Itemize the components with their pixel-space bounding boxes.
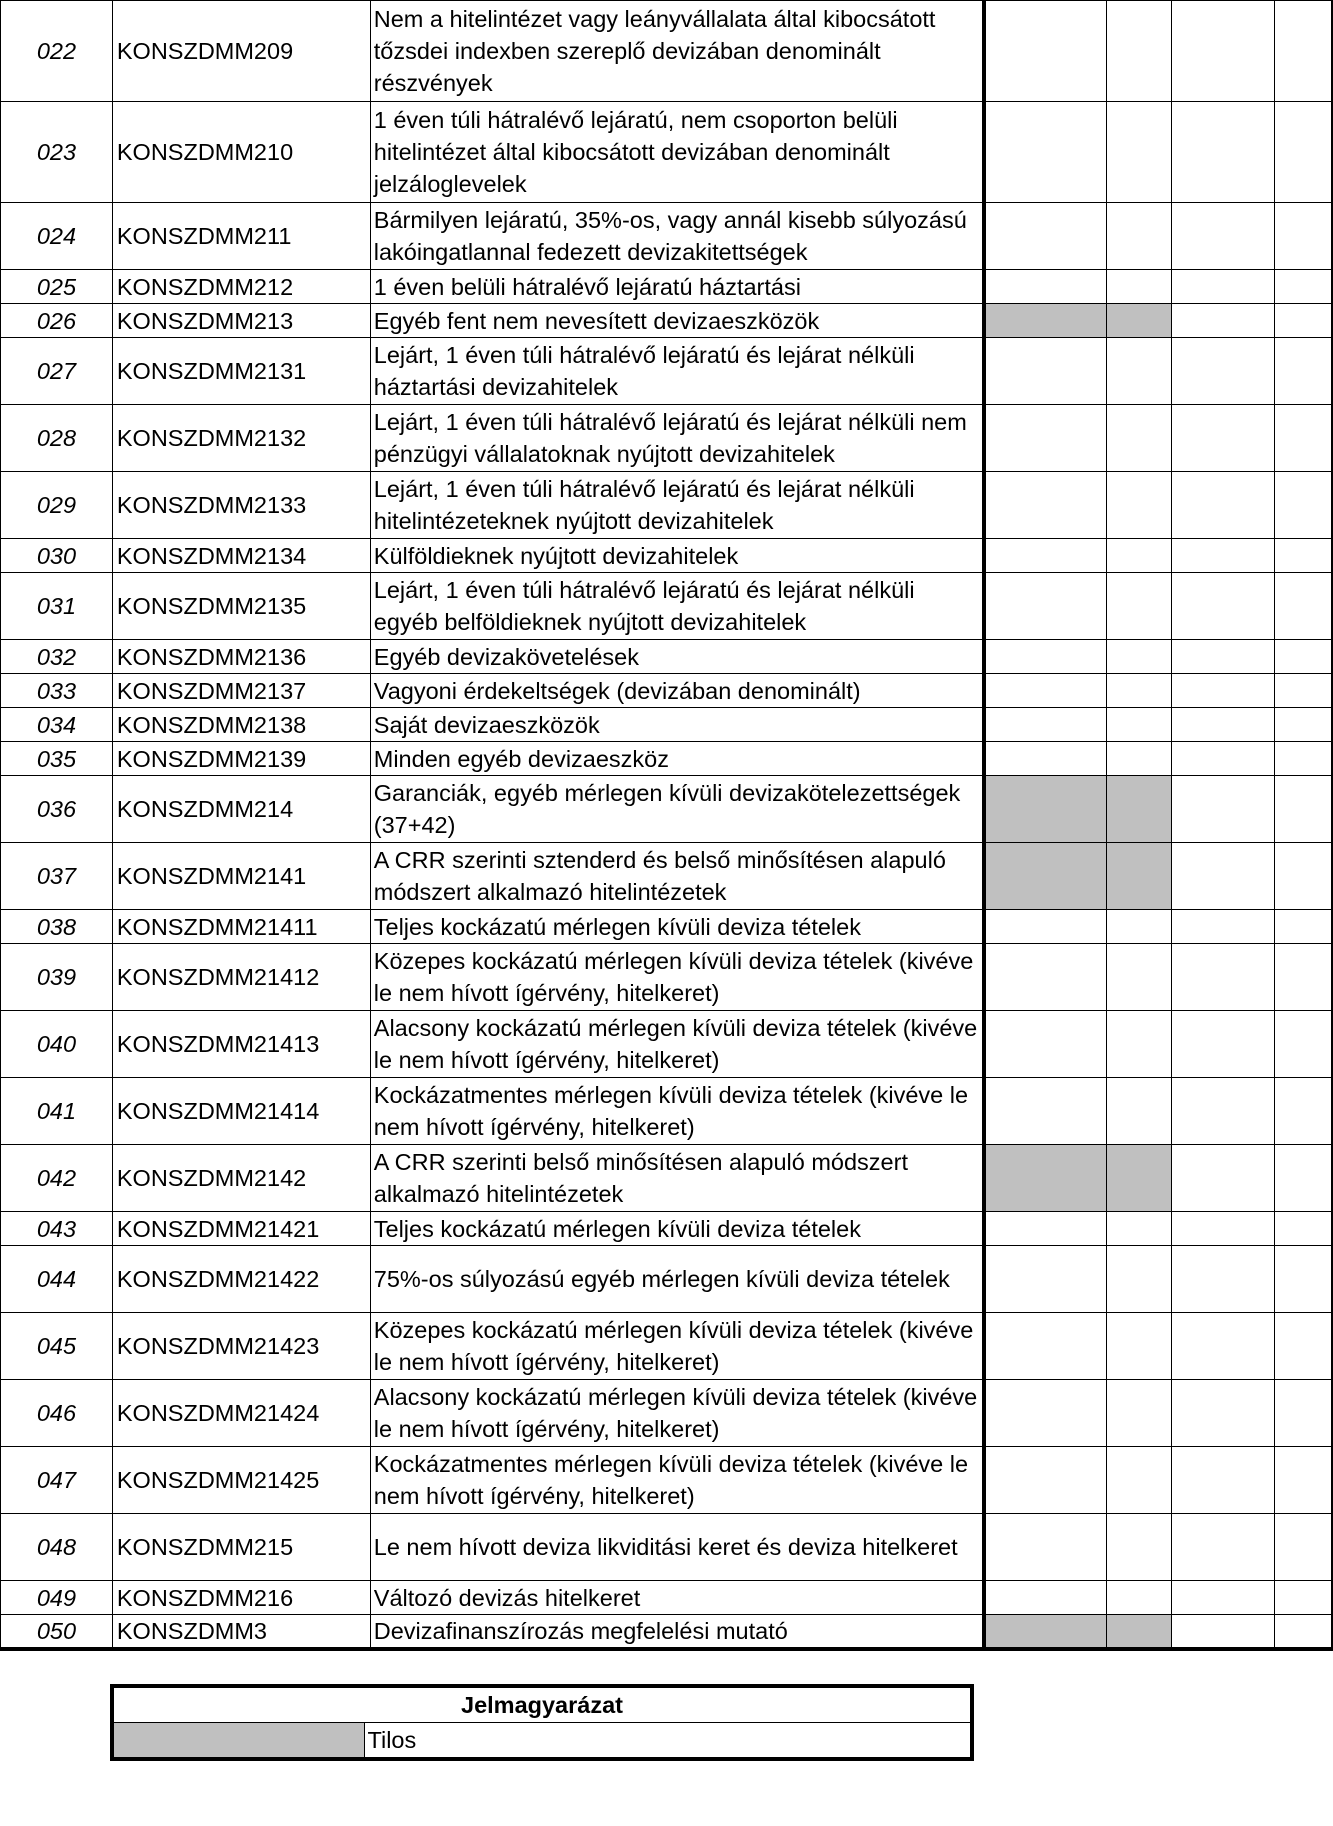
value-cell: [1274, 405, 1332, 472]
row-number: 037: [1, 843, 113, 910]
row-number: 035: [1, 742, 113, 776]
row-code: KONSZDMM212: [112, 270, 370, 304]
table-row: [1, 1145, 1333, 1212]
value-cell: [1171, 539, 1274, 573]
value-cell: [1106, 944, 1171, 1011]
shaded-value-cell: [984, 776, 1107, 843]
table-row: [1, 640, 1333, 674]
row-number: 049: [1, 1581, 113, 1615]
value-cell: [984, 640, 1107, 674]
value-cell: [1106, 910, 1171, 944]
row-number: 031: [1, 573, 113, 640]
value-cell: [1171, 304, 1274, 338]
value-cell: [1106, 1, 1171, 102]
row-number: 029: [1, 472, 113, 539]
value-cell: [1274, 1581, 1332, 1615]
row-description: Alacsony kockázatú mérlegen kívüli deviza tételek (kivéve le nem hívott ígérvény, hitelkeret): [370, 1011, 983, 1078]
value-cell: [984, 1313, 1107, 1380]
value-cell: [1274, 338, 1332, 405]
value-cell: [1171, 573, 1274, 640]
row-code: KONSZDMM2133: [112, 472, 370, 539]
value-cell: [1274, 1514, 1332, 1581]
row-code: KONSZDMM3: [112, 1615, 370, 1650]
row-description: Saját devizaeszközök: [370, 708, 983, 742]
row-description: Lejárt, 1 éven túli hátralévő lejáratú és lejárat nélküli hitelintézeteknek nyújtott devizahitelek: [370, 472, 983, 539]
row-number: 022: [1, 1, 113, 102]
row-code: KONSZDMM209: [112, 1, 370, 102]
table-row: [1, 304, 1333, 338]
value-cell: [1171, 944, 1274, 1011]
value-cell: [984, 674, 1107, 708]
value-cell: [1106, 1514, 1171, 1581]
value-cell: [1274, 640, 1332, 674]
value-cell: [1171, 640, 1274, 674]
value-cell: [1106, 674, 1171, 708]
table-row: [1, 472, 1333, 539]
value-cell: [1171, 102, 1274, 203]
table-row: [1, 674, 1333, 708]
row-code: KONSZDMM214: [112, 776, 370, 843]
value-cell: [1171, 776, 1274, 843]
shaded-value-cell: [1106, 843, 1171, 910]
value-cell: [1274, 539, 1332, 573]
row-description: Alacsony kockázatú mérlegen kívüli deviza tételek (kivéve le nem hívott ígérvény, hitelkeret): [370, 1380, 983, 1447]
value-cell: [984, 472, 1107, 539]
row-number: 045: [1, 1313, 113, 1380]
value-cell: [1274, 102, 1332, 203]
row-description: Le nem hívott deviza likviditási keret és deviza hitelkeret: [370, 1514, 983, 1581]
row-number: 025: [1, 270, 113, 304]
row-code: KONSZDMM2132: [112, 405, 370, 472]
table-row: [1, 203, 1333, 270]
value-cell: [1274, 944, 1332, 1011]
row-code: KONSZDMM2135: [112, 573, 370, 640]
value-cell: [984, 1581, 1107, 1615]
row-code: KONSZDMM2131: [112, 338, 370, 405]
value-cell: [1274, 1246, 1332, 1313]
row-number: 027: [1, 338, 113, 405]
row-number: 026: [1, 304, 113, 338]
value-cell: [1106, 1380, 1171, 1447]
value-cell: [1171, 338, 1274, 405]
value-cell: [1106, 742, 1171, 776]
row-number: 028: [1, 405, 113, 472]
value-cell: [984, 742, 1107, 776]
value-cell: [1171, 1380, 1274, 1447]
value-cell: [1274, 708, 1332, 742]
legend-label: Tilos: [364, 1723, 972, 1760]
row-number: 042: [1, 1145, 113, 1212]
row-number: 047: [1, 1447, 113, 1514]
row-number: 038: [1, 910, 113, 944]
value-cell: [1171, 1246, 1274, 1313]
table-row: [1, 910, 1333, 944]
row-number: 039: [1, 944, 113, 1011]
value-cell: [1171, 1514, 1274, 1581]
row-number: 046: [1, 1380, 113, 1447]
table-row: [1, 1447, 1333, 1514]
value-cell: [984, 573, 1107, 640]
row-code: KONSZDMM2142: [112, 1145, 370, 1212]
value-cell: [1171, 674, 1274, 708]
value-cell: [1274, 304, 1332, 338]
row-number: 041: [1, 1078, 113, 1145]
row-code: KONSZDMM21424: [112, 1380, 370, 1447]
row-code: KONSZDMM2141: [112, 843, 370, 910]
row-code: KONSZDMM21412: [112, 944, 370, 1011]
row-description: 1 éven belüli hátralévő lejáratú háztartási: [370, 270, 983, 304]
row-code: KONSZDMM215: [112, 1514, 370, 1581]
row-code: KONSZDMM211: [112, 203, 370, 270]
row-number: 040: [1, 1011, 113, 1078]
value-cell: [1106, 338, 1171, 405]
value-cell: [1274, 1380, 1332, 1447]
value-cell: [1171, 203, 1274, 270]
value-cell: [984, 1078, 1107, 1145]
value-cell: [984, 1447, 1107, 1514]
row-code: KONSZDMM2138: [112, 708, 370, 742]
value-cell: [1171, 1212, 1274, 1246]
value-cell: [1274, 1615, 1332, 1650]
value-cell: [984, 203, 1107, 270]
value-cell: [1171, 1615, 1274, 1650]
row-code: KONSZDMM210: [112, 102, 370, 203]
value-cell: [1106, 1246, 1171, 1313]
table-row: [1, 944, 1333, 1011]
value-cell: [1171, 1, 1274, 102]
value-cell: [984, 1, 1107, 102]
value-cell: [984, 1212, 1107, 1246]
row-code: KONSZDMM21422: [112, 1246, 370, 1313]
table-row: [1, 573, 1333, 640]
table-row: [1, 1078, 1333, 1145]
table-row: [1, 405, 1333, 472]
row-number: 034: [1, 708, 113, 742]
value-cell: [1106, 405, 1171, 472]
table-row: [1, 708, 1333, 742]
row-code: KONSZDMM2134: [112, 539, 370, 573]
value-cell: [984, 708, 1107, 742]
value-cell: [984, 102, 1107, 203]
value-cell: [1171, 270, 1274, 304]
value-cell: [1274, 1212, 1332, 1246]
value-cell: [1274, 1, 1332, 102]
table-row: [1, 1212, 1333, 1246]
value-cell: [984, 270, 1107, 304]
row-number: 023: [1, 102, 113, 203]
row-number: 050: [1, 1615, 113, 1650]
row-description: 1 éven túli hátralévő lejáratú, nem csoporton belüli hitelintézet által kibocsátott devizában denominált jelzáloglevelek: [370, 102, 983, 203]
table-row: [1, 1246, 1333, 1313]
value-cell: [1106, 102, 1171, 203]
row-description: Teljes kockázatú mérlegen kívüli deviza tételek: [370, 1212, 983, 1246]
value-cell: [1106, 1447, 1171, 1514]
row-description: Minden egyéb devizaeszköz: [370, 742, 983, 776]
value-cell: [1274, 674, 1332, 708]
row-code: KONSZDMM21411: [112, 910, 370, 944]
value-cell: [1171, 472, 1274, 539]
value-cell: [1274, 1313, 1332, 1380]
table-row: [1, 1615, 1333, 1650]
value-cell: [1106, 472, 1171, 539]
row-description: Külföldieknek nyújtott devizahitelek: [370, 539, 983, 573]
value-cell: [1171, 1581, 1274, 1615]
table-row: [1, 270, 1333, 304]
row-number: 032: [1, 640, 113, 674]
value-cell: [1274, 573, 1332, 640]
value-cell: [1106, 1313, 1171, 1380]
row-number: 024: [1, 203, 113, 270]
row-description: Változó devizás hitelkeret: [370, 1581, 983, 1615]
shaded-value-cell: [1106, 1615, 1171, 1650]
table-row: [1, 1313, 1333, 1380]
value-cell: [1171, 843, 1274, 910]
value-cell: [1171, 708, 1274, 742]
value-cell: [1106, 203, 1171, 270]
row-number: 048: [1, 1514, 113, 1581]
value-cell: [984, 944, 1107, 1011]
row-description: Devizafinanszírozás megfelelési mutató: [370, 1615, 983, 1650]
row-code: KONSZDMM216: [112, 1581, 370, 1615]
value-cell: [1171, 742, 1274, 776]
value-cell: [984, 405, 1107, 472]
row-description: Kockázatmentes mérlegen kívüli deviza tételek (kivéve le nem hívott ígérvény, hitelkeret): [370, 1447, 983, 1514]
row-description: Lejárt, 1 éven túli hátralévő lejáratú és lejárat nélküli háztartási devizahitelek: [370, 338, 983, 405]
legend-title: Jelmagyarázat: [112, 1686, 972, 1723]
row-description: Nem a hitelintézet vagy leányvállalata által kibocsátott tőzsdei indexben szereplő devizában denominált részvények: [370, 1, 983, 102]
table-row: [1, 742, 1333, 776]
shaded-value-cell: [1106, 1145, 1171, 1212]
table-row: [1, 1011, 1333, 1078]
value-cell: [1274, 203, 1332, 270]
row-code: KONSZDMM2136: [112, 640, 370, 674]
legend-table: [110, 1684, 974, 1761]
table-row: [1, 1, 1333, 102]
row-number: 036: [1, 776, 113, 843]
table-row: [1, 338, 1333, 405]
shaded-value-cell: [1106, 776, 1171, 843]
value-cell: [984, 338, 1107, 405]
value-cell: [984, 1514, 1107, 1581]
value-cell: [1171, 405, 1274, 472]
row-description: Egyéb devizakövetelések: [370, 640, 983, 674]
row-description: Egyéb fent nem nevesített devizaeszközök: [370, 304, 983, 338]
row-number: 030: [1, 539, 113, 573]
row-description: A CRR szerinti belső minősítésen alapuló módszert alkalmazó hitelintézetek: [370, 1145, 983, 1212]
value-cell: [1274, 1078, 1332, 1145]
table-row: [1, 1514, 1333, 1581]
value-cell: [1106, 1078, 1171, 1145]
shaded-value-cell: [984, 304, 1107, 338]
row-code: KONSZDMM21414: [112, 1078, 370, 1145]
row-code: KONSZDMM2139: [112, 742, 370, 776]
row-code: KONSZDMM21413: [112, 1011, 370, 1078]
row-code: KONSZDMM2137: [112, 674, 370, 708]
shaded-value-cell: [984, 843, 1107, 910]
row-description: Teljes kockázatú mérlegen kívüli deviza tételek: [370, 910, 983, 944]
value-cell: [1274, 910, 1332, 944]
table-row: [1, 539, 1333, 573]
row-description: Kockázatmentes mérlegen kívüli deviza tételek (kivéve le nem hívott ígérvény, hitelkeret): [370, 1078, 983, 1145]
value-cell: [1274, 742, 1332, 776]
value-cell: [1106, 573, 1171, 640]
row-description: Közepes kockázatú mérlegen kívüli deviza tételek (kivéve le nem hívott ígérvény, hitelkeret): [370, 944, 983, 1011]
value-cell: [984, 1246, 1107, 1313]
value-cell: [984, 539, 1107, 573]
value-cell: [1171, 1011, 1274, 1078]
value-cell: [1171, 1145, 1274, 1212]
shaded-value-cell: [984, 1615, 1107, 1650]
value-cell: [1274, 1145, 1332, 1212]
row-description: 75%-os súlyozású egyéb mérlegen kívüli deviza tételek: [370, 1246, 983, 1313]
row-code: KONSZDMM21423: [112, 1313, 370, 1380]
value-cell: [1106, 708, 1171, 742]
value-cell: [984, 1380, 1107, 1447]
table-row: [1, 102, 1333, 203]
value-cell: [1274, 843, 1332, 910]
row-number: 033: [1, 674, 113, 708]
row-description: A CRR szerinti sztenderd és belső minősítésen alapuló módszert alkalmazó hitelintézetek: [370, 843, 983, 910]
row-code: KONSZDMM21421: [112, 1212, 370, 1246]
value-cell: [1106, 539, 1171, 573]
value-cell: [1106, 1011, 1171, 1078]
value-cell: [1274, 270, 1332, 304]
value-cell: [1274, 1011, 1332, 1078]
value-cell: [1274, 472, 1332, 539]
value-cell: [1171, 1078, 1274, 1145]
value-cell: [1171, 1313, 1274, 1380]
value-cell: [1274, 776, 1332, 843]
value-cell: [1106, 1581, 1171, 1615]
shaded-value-cell: [984, 1145, 1107, 1212]
value-cell: [1274, 1447, 1332, 1514]
row-number: 044: [1, 1246, 113, 1313]
value-cell: [1171, 1447, 1274, 1514]
row-description: Garanciák, egyéb mérlegen kívüli devizakötelezettségek (37+42): [370, 776, 983, 843]
table-row: [1, 843, 1333, 910]
value-cell: [984, 910, 1107, 944]
value-cell: [1171, 910, 1274, 944]
value-cell: [1106, 640, 1171, 674]
row-description: Közepes kockázatú mérlegen kívüli deviza tételek (kivéve le nem hívott ígérvény, hitelkeret): [370, 1313, 983, 1380]
row-number: 043: [1, 1212, 113, 1246]
value-cell: [1106, 270, 1171, 304]
table-row: [1, 1581, 1333, 1615]
value-cell: [1106, 1212, 1171, 1246]
table-row: [1, 1380, 1333, 1447]
shaded-value-cell: [1106, 304, 1171, 338]
row-code: KONSZDMM21425: [112, 1447, 370, 1514]
row-description: Lejárt, 1 éven túli hátralévő lejáratú és lejárat nélküli egyéb belföldieknek nyújtott devizahitelek: [370, 573, 983, 640]
row-description: Vagyoni érdekeltségek (devizában denominált): [370, 674, 983, 708]
row-description: Bármilyen lejáratú, 35%-os, vagy annál kisebb súlyozású lakóingatlannal fedezett devizakitettségek: [370, 203, 983, 270]
row-code: KONSZDMM213: [112, 304, 370, 338]
table-row: [1, 776, 1333, 843]
row-description: Lejárt, 1 éven túli hátralévő lejáratú és lejárat nélküli nem pénzügyi vállalatoknak nyújtott devizahitelek: [370, 405, 983, 472]
legend-swatch: [112, 1723, 364, 1760]
value-cell: [984, 1011, 1107, 1078]
